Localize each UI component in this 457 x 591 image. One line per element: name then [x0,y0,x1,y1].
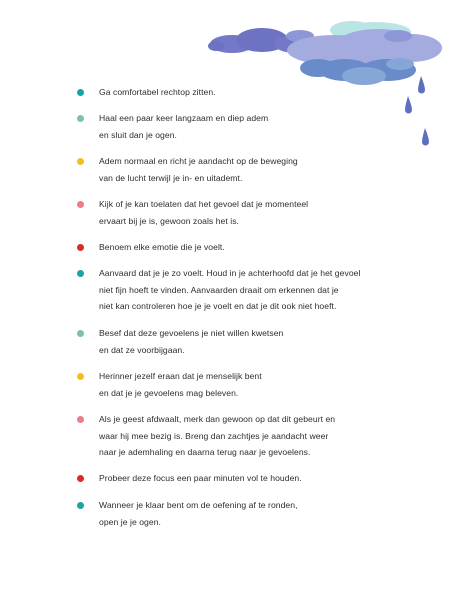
bullet-dot [77,89,84,96]
step-text: Aanvaard dat je je zo voelt. Houd in je achterhoofd dat je het gevoel niet fijn hoeft te vinden. Aanvaarden draait om erkennen dat je niet kan controleren hoe je je voelt en dat je dit ook niet hoeft. [99,268,361,311]
bullet-dot [77,475,84,482]
bullet-dot [77,201,84,208]
bullet-dot [77,502,84,509]
bullet-dot [77,158,84,165]
bullet-dot [77,373,84,380]
step-text: Besef dat deze gevoelens je niet willen kwetsen en dat ze voorbijgaan. [99,328,284,355]
step-text: Haal een paar keer langzaam en diep adem en sluit dan je ogen. [99,113,269,140]
step-text: Adem normaal en richt je aandacht op de beweging van de lucht terwijl je in- en uitademt. [99,156,298,183]
bullet-dot [77,416,84,423]
bullet-dot [77,244,84,251]
step-text: Ga comfortabel rechtop zitten. [99,87,216,97]
step-text: Kijk of je kan toelaten dat het gevoel dat je momenteel ervaart bij je is, gewoon zoals het is. [99,199,309,226]
step-text: Benoem elke emotie die je voelt. [99,242,225,252]
step-text: Herinner jezelf eraan dat je menselijk bent en dat je je gevoelens mag beleven. [99,371,262,398]
step-text: Wanneer je klaar bent om de oefening af te ronden, open je je ogen. [99,500,298,527]
step-text: Probeer deze focus een paar minuten vol te houden. [99,473,302,483]
bullet-dot [77,270,84,277]
bullet-dot [77,115,84,122]
step-text: Als je geest afdwaalt, merk dan gewoon op dat dit gebeurt en waar hij mee bezig is. Breng dan zachtjes je aandacht weer naar je ademhaling en daarna terug naar je gevoelens. [99,414,336,457]
bullet-dot [77,330,84,337]
